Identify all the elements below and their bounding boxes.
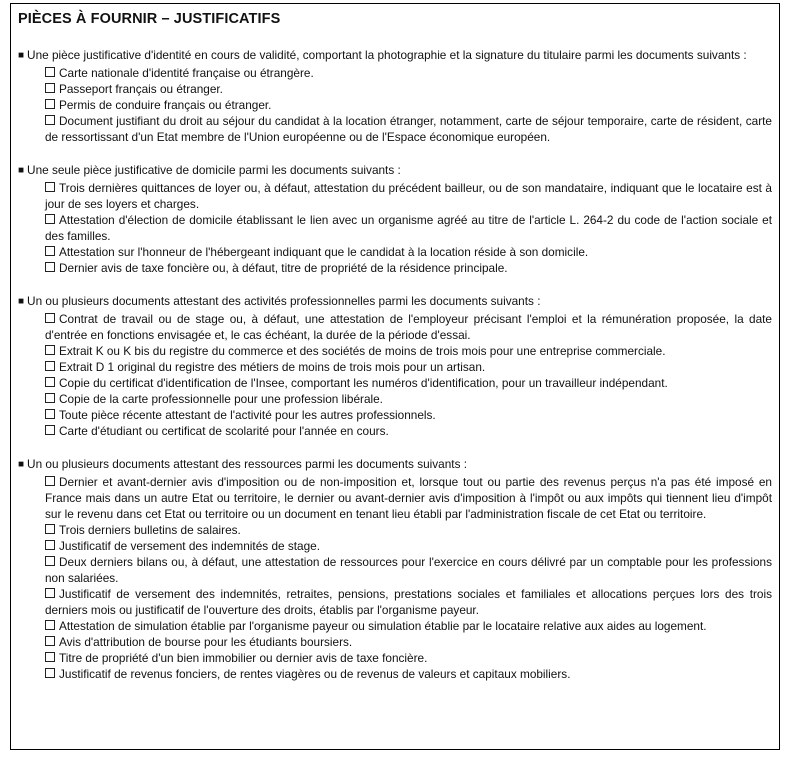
checklist-item-text: Carte d'étudiant ou certificat de scolarité pour l'année en cours. xyxy=(59,424,389,438)
checklist-item-text: Justificatif de revenus fonciers, de rentes viagères ou de revenus de valeurs et capitaux mobiliers. xyxy=(59,667,571,681)
checklist-item xyxy=(45,586,772,618)
checkbox-icon xyxy=(45,67,55,77)
checkbox-icon xyxy=(45,361,55,371)
section-intro xyxy=(18,47,772,65)
checklist-item-text: Permis de conduire français ou étranger. xyxy=(59,98,272,112)
section-intro xyxy=(18,456,772,474)
checklist-item xyxy=(45,113,772,145)
document-frame xyxy=(10,3,780,750)
checklist-item-text: Trois derniers bulletins de salaires. xyxy=(59,523,241,537)
checklist-item xyxy=(45,618,772,634)
checkbox-icon xyxy=(45,636,55,646)
sections-container xyxy=(18,47,772,682)
checklist-item xyxy=(45,359,772,375)
checkbox-icon xyxy=(45,620,55,630)
checklist-item-text: Titre de propriété d'un bien immobilier ou dernier avis de taxe foncière. xyxy=(59,651,428,665)
checkbox-icon xyxy=(45,313,55,323)
checkbox-icon xyxy=(45,393,55,403)
checkbox-icon xyxy=(45,668,55,678)
checklist-item xyxy=(45,522,772,538)
checklist-item xyxy=(45,650,772,666)
checkbox-icon xyxy=(45,246,55,256)
square-bullet-icon: ■ xyxy=(18,50,25,61)
checklist-item xyxy=(45,260,772,276)
checklist-item-text: Dernier avis de taxe foncière ou, à défaut, titre de propriété de la résidence principale. xyxy=(59,261,508,275)
checklist-item xyxy=(45,474,772,522)
checklist-item xyxy=(45,538,772,554)
checklist-item xyxy=(45,180,772,212)
checklist-item-text: Passeport français ou étranger. xyxy=(59,82,223,96)
checklist-item-text: Contrat de travail ou de stage ou, à défaut, une attestation de l'employeur précisant l'emploi et la rémunération proposée, la date d'entrée en fonctions envisagée et, le cas échéant, la durée de la période d'essai. xyxy=(45,312,772,342)
checkbox-icon xyxy=(45,524,55,534)
checklist-item-text: Extrait K ou K bis du registre du commerce et des sociétés de moins de trois mois pour une entreprise commerciale. xyxy=(59,344,666,358)
checkbox-icon xyxy=(45,214,55,224)
checkbox-icon xyxy=(45,262,55,272)
checklist-item xyxy=(45,634,772,650)
section-intro xyxy=(18,162,772,180)
checklist-item-text: Justificatif de versement des indemnités de stage. xyxy=(59,539,320,553)
checkbox-icon xyxy=(45,556,55,566)
checklist-item xyxy=(45,244,772,260)
checklist-item xyxy=(45,554,772,586)
checklist-item-text: Justificatif de versement des indemnités, retraites, pensions, prestations sociales et familiales et allocations perçues lors des trois derniers mois ou justificatif de l'ouverture des droits, établis par l'organisme payeur. xyxy=(45,587,772,617)
checkbox-icon xyxy=(45,377,55,387)
checklist-item-text: Attestation sur l'honneur de l'hébergeant indiquant que le candidat à la location réside à son domicile. xyxy=(59,245,589,259)
checklist-item xyxy=(45,65,772,81)
section xyxy=(18,456,772,682)
checklist-item xyxy=(45,407,772,423)
checklist-item xyxy=(45,666,772,682)
checkbox-icon xyxy=(45,182,55,192)
section-intro-text: Une seule pièce justificative de domicile parmi les documents suivants : xyxy=(27,163,401,177)
checklist-item-text: Attestation d'élection de domicile établissant le lien avec un organisme agréé au titre de l'article L. 264-2 du code de l'action sociale et des familles. xyxy=(45,213,772,243)
section-intro xyxy=(18,293,772,311)
checkbox-icon xyxy=(45,652,55,662)
checklist-item xyxy=(45,423,772,439)
checkbox-icon xyxy=(45,83,55,93)
checkbox-icon xyxy=(45,588,55,598)
checkbox-icon xyxy=(45,409,55,419)
checkbox-icon xyxy=(45,345,55,355)
checklist-item-text: Extrait D 1 original du registre des métiers de moins de trois mois pour un artisan. xyxy=(59,360,486,374)
checklist xyxy=(18,65,772,145)
checklist-item-text: Copie de la carte professionnelle pour une profession libérale. xyxy=(59,392,383,406)
checklist xyxy=(18,180,772,276)
checkbox-icon xyxy=(45,99,55,109)
checkbox-icon xyxy=(45,540,55,550)
square-bullet-icon: ■ xyxy=(18,459,25,470)
checklist-item xyxy=(45,97,772,113)
checklist-item-text: Avis d'attribution de bourse pour les étudiants boursiers. xyxy=(59,635,353,649)
checklist xyxy=(18,311,772,439)
checklist-item-text: Dernier et avant-dernier avis d'imposition ou de non-imposition et, lorsque tout ou partie des revenus perçus n'a pas été imposé en France mais dans un autre Etat ou territoire, le dernier ou avant-dernier avis d'imposition à l'impôt ou aux impôts qui tiennent lieu d'impôt sur le revenu dans cet Etat ou territoire ou un document en tenant lieu établi par l'administration fiscale de cet Etat ou territoire. xyxy=(45,475,772,521)
square-bullet-icon: ■ xyxy=(18,165,25,176)
section-intro-text: Une pièce justificative d'identité en cours de validité, comportant la photographie et la signature du titulaire parmi les documents suivants : xyxy=(27,48,747,62)
checklist-item-text: Deux derniers bilans ou, à défaut, une attestation de ressources pour l'exercice en cours délivré par un comptable pour les professions non salariées. xyxy=(45,555,772,585)
checklist-item xyxy=(45,391,772,407)
section xyxy=(18,162,772,276)
checklist-item xyxy=(45,311,772,343)
checklist-item-text: Document justifiant du droit au séjour du candidat à la location étranger, notamment, carte de séjour temporaire, carte de résident, carte de ressortissant d'un Etat membre de l'Union européenne ou de l'Espace économique européen. xyxy=(45,114,772,144)
checklist-item-text: Copie du certificat d'identification de l'Insee, comportant les numéros d'identification, pour un travailleur indépendant. xyxy=(59,376,668,390)
checklist-item-text: Toute pièce récente attestant de l'activité pour les autres professionnels. xyxy=(59,408,436,422)
page-title: PIÈCES À FOURNIR – JUSTIFICATIFS xyxy=(18,11,281,27)
section xyxy=(18,47,772,145)
checklist-item xyxy=(45,81,772,97)
checklist-item xyxy=(45,343,772,359)
section-intro-text: Un ou plusieurs documents attestant des ressources parmi les documents suivants : xyxy=(27,457,468,471)
checkbox-icon xyxy=(45,476,55,486)
checklist-item xyxy=(45,212,772,244)
checklist xyxy=(18,474,772,682)
checkbox-icon xyxy=(45,425,55,435)
checklist-item-text: Carte nationale d'identité française ou étrangère. xyxy=(59,66,314,80)
section-intro-text: Un ou plusieurs documents attestant des activités professionnelles parmi les documents suivants : xyxy=(27,294,541,308)
square-bullet-icon: ■ xyxy=(18,296,25,307)
checklist-item xyxy=(45,375,772,391)
section xyxy=(18,293,772,439)
checklist-item-text: Attestation de simulation établie par l'organisme payeur ou simulation établie par le locataire relative aux aides au logement. xyxy=(59,619,707,633)
checklist-item-text: Trois dernières quittances de loyer ou, à défaut, attestation du précédent bailleur, ou de son mandataire, indiquant que le locataire est à jour de ses loyers et charges. xyxy=(45,181,772,211)
checkbox-icon xyxy=(45,115,55,125)
